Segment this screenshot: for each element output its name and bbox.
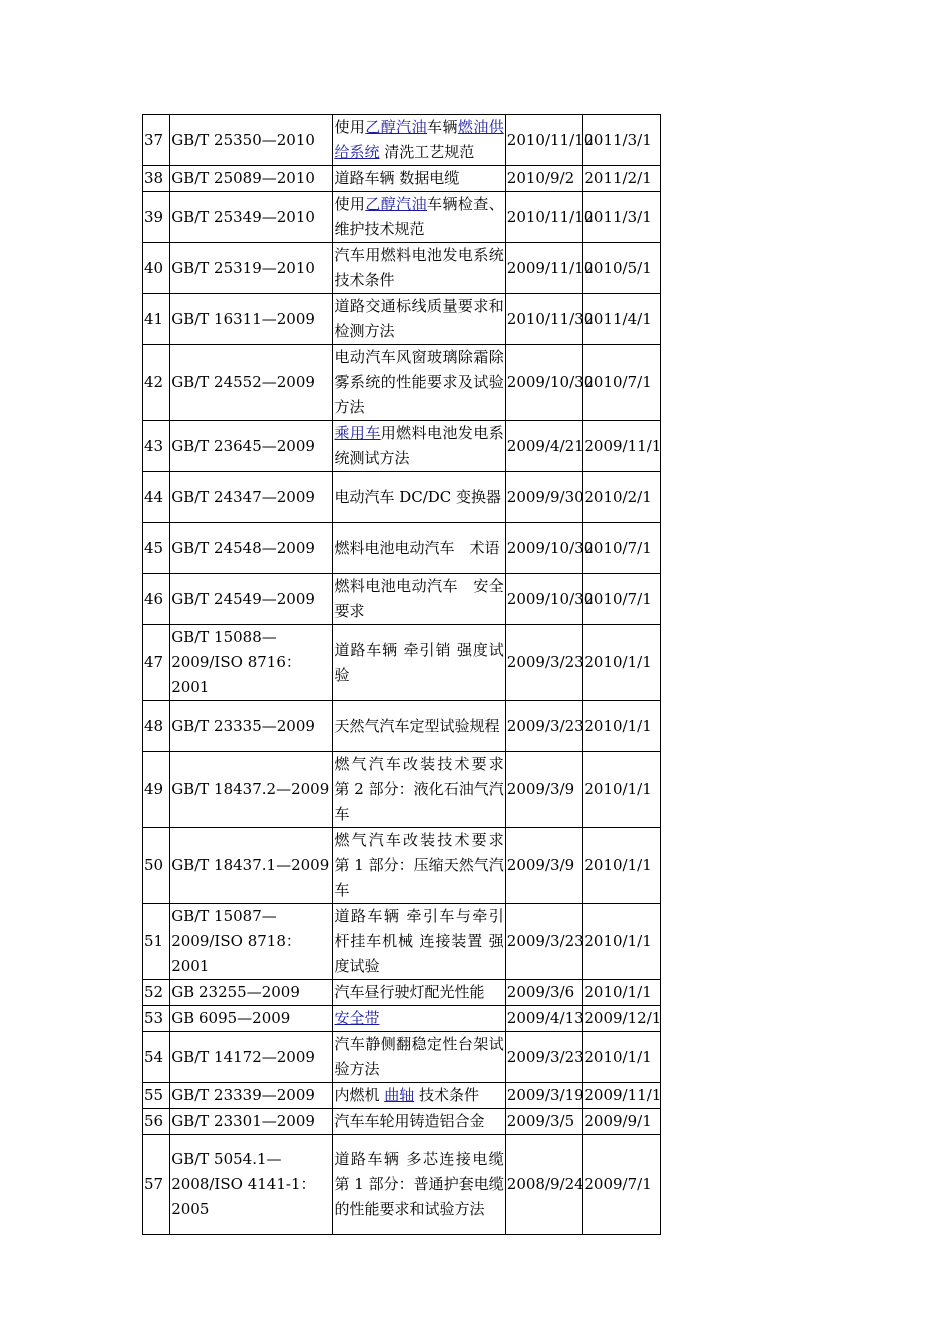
table-row (143, 574, 661, 625)
standard-code: GB/T 18437.1—2009 (170, 828, 333, 904)
implement-date: 2010/1/1 (583, 625, 661, 701)
row-number: 42 (143, 345, 170, 421)
row-number: 53 (143, 1006, 170, 1032)
row-number: 45 (143, 523, 170, 574)
implement-date: 2010/1/1 (583, 904, 661, 980)
implement-date: 2010/2/1 (583, 472, 661, 523)
standard-name: 汽车用燃料电池发电系统 技术条件 (333, 243, 505, 294)
row-number: 54 (143, 1032, 170, 1083)
publish-date: 2009/3/23 (505, 904, 583, 980)
implement-date: 2010/1/1 (583, 701, 661, 752)
table-row (143, 1032, 661, 1083)
implement-date: 2009/11/1 (583, 421, 661, 472)
row-number: 56 (143, 1109, 170, 1135)
implement-date: 2011/3/1 (583, 192, 661, 243)
standards-table-body (143, 115, 661, 1235)
standard-name: 汽车车轮用铸造铝合金 (333, 1109, 505, 1135)
table-row (143, 523, 661, 574)
publish-date: 2009/3/23 (505, 625, 583, 701)
standard-name: 电动汽车 DC/DC 变换器 (333, 472, 505, 523)
row-number: 49 (143, 752, 170, 828)
table-row (143, 294, 661, 345)
standard-name: 道路车辆 多芯连接电缆 第 1 部分：普通护套电缆的性能要求和试验方法 (333, 1135, 505, 1235)
implement-date: 2010/7/1 (583, 345, 661, 421)
publish-date: 2009/3/6 (505, 980, 583, 1006)
standards-table (142, 114, 661, 1235)
implement-date: 2009/11/1 (583, 1083, 661, 1109)
term-link[interactable]: 乙醇汽油 (365, 195, 428, 213)
standard-name: 燃料电池电动汽车 术语 (333, 523, 505, 574)
implement-date: 2009/9/1 (583, 1109, 661, 1135)
row-number: 41 (143, 294, 170, 345)
implement-date: 2010/7/1 (583, 574, 661, 625)
standard-code: GB/T 24548—2009 (170, 523, 333, 574)
table-row (143, 980, 661, 1006)
publish-date: 2008/9/24 (505, 1135, 583, 1235)
publish-date: 2009/3/19 (505, 1083, 583, 1109)
publish-date: 2009/10/30 (505, 574, 583, 625)
table-row (143, 1083, 661, 1109)
table-row (143, 421, 661, 472)
term-link[interactable]: 乙醇汽油 (365, 118, 428, 136)
publish-date: 2010/11/10 (505, 115, 583, 166)
standard-name: 内燃机 曲轴 技术条件 (333, 1083, 505, 1109)
standard-code: GB/T 18437.2—2009 (170, 752, 333, 828)
table-row (143, 625, 661, 701)
publish-date: 2010/9/2 (505, 166, 583, 192)
implement-date: 2011/3/1 (583, 115, 661, 166)
row-number: 44 (143, 472, 170, 523)
row-number: 50 (143, 828, 170, 904)
standard-code: GB/T 23339—2009 (170, 1083, 333, 1109)
table-row (143, 243, 661, 294)
implement-date: 2009/12/1 (583, 1006, 661, 1032)
standard-code: GB/T 5054.1—2008/ISO 4141-1：2005 (170, 1135, 333, 1235)
standard-code: GB/T 25350—2010 (170, 115, 333, 166)
standard-code: GB/T 24347—2009 (170, 472, 333, 523)
table-row (143, 904, 661, 980)
standard-code: GB 6095—2009 (170, 1006, 333, 1032)
standard-name: 道路车辆 牵引销 强度试验 (333, 625, 505, 701)
standard-name: 燃气汽车改装技术要求 第 1 部分：压缩天然气汽车 (333, 828, 505, 904)
table-row (143, 1006, 661, 1032)
table-row (143, 192, 661, 243)
publish-date: 2009/3/5 (505, 1109, 583, 1135)
standard-name: 乘用车用燃料电池发电系统测试方法 (333, 421, 505, 472)
row-number: 40 (143, 243, 170, 294)
row-number: 57 (143, 1135, 170, 1235)
standard-name: 汽车静侧翻稳定性台架试验方法 (333, 1032, 505, 1083)
table-row (143, 345, 661, 421)
implement-date: 2011/2/1 (583, 166, 661, 192)
row-number: 47 (143, 625, 170, 701)
row-number: 55 (143, 1083, 170, 1109)
publish-date: 2009/10/30 (505, 523, 583, 574)
row-number: 38 (143, 166, 170, 192)
standard-name: 道路车辆 牵引车与牵引杆挂车机械 连接装置 强度试验 (333, 904, 505, 980)
term-link[interactable]: 乘用车 (334, 424, 381, 442)
publish-date: 2009/3/23 (505, 701, 583, 752)
publish-date: 2009/3/23 (505, 1032, 583, 1083)
standard-name: 使用乙醇汽油车辆燃油供给系统 清洗工艺规范 (333, 115, 505, 166)
table-row (143, 701, 661, 752)
term-link[interactable]: 安全带 (334, 1009, 380, 1027)
term-link[interactable]: 燃油供给系统 (334, 118, 504, 161)
standard-code: GB/T 23335—2009 (170, 701, 333, 752)
table-row (143, 1109, 661, 1135)
publish-date: 2009/11/10 (505, 243, 583, 294)
publish-date: 2009/3/9 (505, 828, 583, 904)
standard-code: GB/T 15087—2009/ISO 8718：2001 (170, 904, 333, 980)
standard-code: GB/T 15088—2009/ISO 8716：2001 (170, 625, 333, 701)
implement-date: 2010/1/1 (583, 1032, 661, 1083)
standard-name: 电动汽车风窗玻璃除霜除雾系统的性能要求及试验方法 (333, 345, 505, 421)
implement-date: 2010/5/1 (583, 243, 661, 294)
row-number: 43 (143, 421, 170, 472)
publish-date: 2010/11/30 (505, 294, 583, 345)
publish-date: 2009/3/9 (505, 752, 583, 828)
implement-date: 2011/4/1 (583, 294, 661, 345)
standard-code: GB/T 25089—2010 (170, 166, 333, 192)
row-number: 46 (143, 574, 170, 625)
row-number: 39 (143, 192, 170, 243)
standard-name: 汽车昼行驶灯配光性能 (333, 980, 505, 1006)
standard-code: GB/T 24552—2009 (170, 345, 333, 421)
term-link[interactable]: 曲轴 (384, 1086, 415, 1104)
row-number: 51 (143, 904, 170, 980)
implement-date: 2010/1/1 (583, 752, 661, 828)
standard-code: GB/T 24549—2009 (170, 574, 333, 625)
table-row (143, 828, 661, 904)
standard-name (333, 1006, 505, 1032)
standard-code: GB/T 23645—2009 (170, 421, 333, 472)
publish-date: 2009/9/30 (505, 472, 583, 523)
table-row (143, 1135, 661, 1235)
standard-name: 天然气汽车定型试验规程 (333, 701, 505, 752)
implement-date: 2009/7/1 (583, 1135, 661, 1235)
standard-code: GB 23255—2009 (170, 980, 333, 1006)
row-number: 48 (143, 701, 170, 752)
standard-code: GB/T 14172—2009 (170, 1032, 333, 1083)
row-number: 52 (143, 980, 170, 1006)
standard-code: GB/T 25349—2010 (170, 192, 333, 243)
standard-name: 道路交通标线质量要求和检测方法 (333, 294, 505, 345)
row-number: 37 (143, 115, 170, 166)
standard-name: 燃气汽车改装技术要求 第 2 部分：液化石油气汽车 (333, 752, 505, 828)
implement-date: 2010/7/1 (583, 523, 661, 574)
standard-code: GB/T 25319—2010 (170, 243, 333, 294)
implement-date: 2010/1/1 (583, 980, 661, 1006)
standard-name: 使用乙醇汽油车辆检查、维护技术规范 (333, 192, 505, 243)
table-row (143, 472, 661, 523)
standard-code: GB/T 23301—2009 (170, 1109, 333, 1135)
publish-date: 2009/4/13 (505, 1006, 583, 1032)
table-row (143, 752, 661, 828)
publish-date: 2009/10/30 (505, 345, 583, 421)
standard-name: 燃料电池电动汽车 安全要求 (333, 574, 505, 625)
standard-code: GB/T 16311—2009 (170, 294, 333, 345)
table-row (143, 166, 661, 192)
publish-date: 2010/11/10 (505, 192, 583, 243)
implement-date: 2010/1/1 (583, 828, 661, 904)
publish-date: 2009/4/21 (505, 421, 583, 472)
table-row (143, 115, 661, 166)
standard-name: 道路车辆 数据电缆 (333, 166, 505, 192)
